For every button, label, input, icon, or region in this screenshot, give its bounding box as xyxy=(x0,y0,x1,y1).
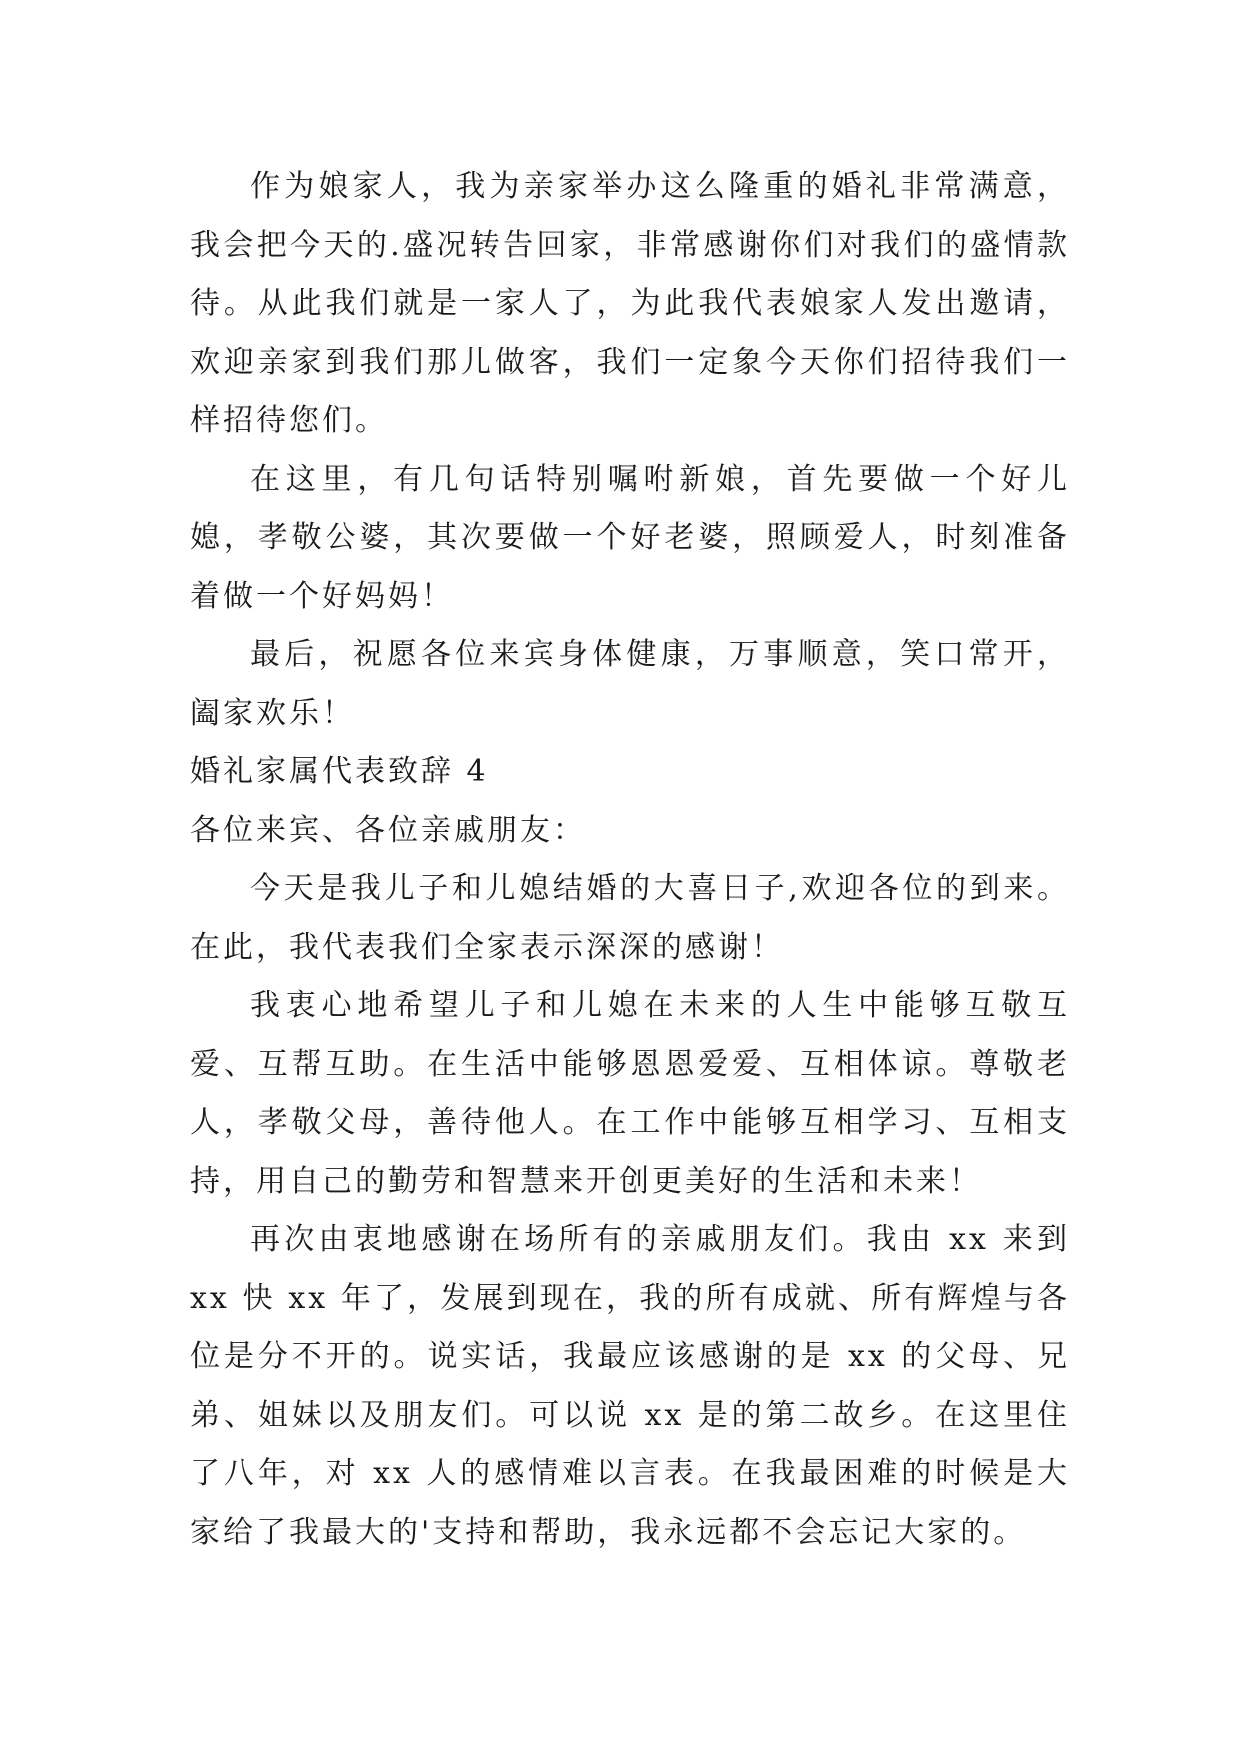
paragraph-hopes: 我衷心地希望儿子和儿媳在未来的人生中能够互敬互爱、互帮互助。在生活中能够恩恩爱爱、互相体谅。尊敬老人，孝敬父母，善待他人。在工作中能够互相学习、互相支持，用自己的勤劳和智慧来开创更美好的生活和未来！ xyxy=(190,988,1070,1199)
paragraph-thanks-in-laws: 作为娘家人，我为亲家举办这么隆重的婚礼非常满意，我会把今天的.盛况转告回家，非常感谢你们对我们的盛情款待。从此我们就是一家人了，为此我代表娘家人发出邀请，欢迎亲家到我们那儿做客，我们一定象今天你们招待我们一样招待您们。 xyxy=(190,169,1070,438)
section-title: 婚礼家属代表致辞 4 xyxy=(190,754,489,789)
paragraph-welcome: 今天是我儿子和儿媳结婚的大喜日子,欢迎各位的到来。在此，我代表我们全家表示深深的感谢！ xyxy=(190,871,1070,965)
paragraph-advice-bride: 在这里，有几句话特别嘱咐新娘，首先要做一个好儿媳，孝敬公婆，其次要做一个好老婆，照顾爱人，时刻准备着做一个好妈妈！ xyxy=(190,461,1070,614)
paragraph-gratitude: 再次由衷地感谢在场所有的亲戚朋友们。我由 xx 来到 xx 快 xx 年了，发展到现在，我的所有成就、所有辉煌与各位是分不开的。说实话，我最应该感谢的是 xx 的父母、兄弟、姐妹以及朋友们。可以说 xx 是的第二故乡。在这里住了八年，对 xx 人的感情难以言表。在我最困难的时候是大家给了我最大的'支持和帮助，我永远都不会忘记大家的。 xyxy=(190,1222,1070,1550)
paragraph-closing-wishes: 最后，祝愿各位来宾身体健康，万事顺意，笑口常开，阖家欢乐！ xyxy=(190,637,1070,731)
document-body xyxy=(190,158,1070,1562)
salutation: 各位来宾、各位亲戚朋友： xyxy=(190,812,586,848)
